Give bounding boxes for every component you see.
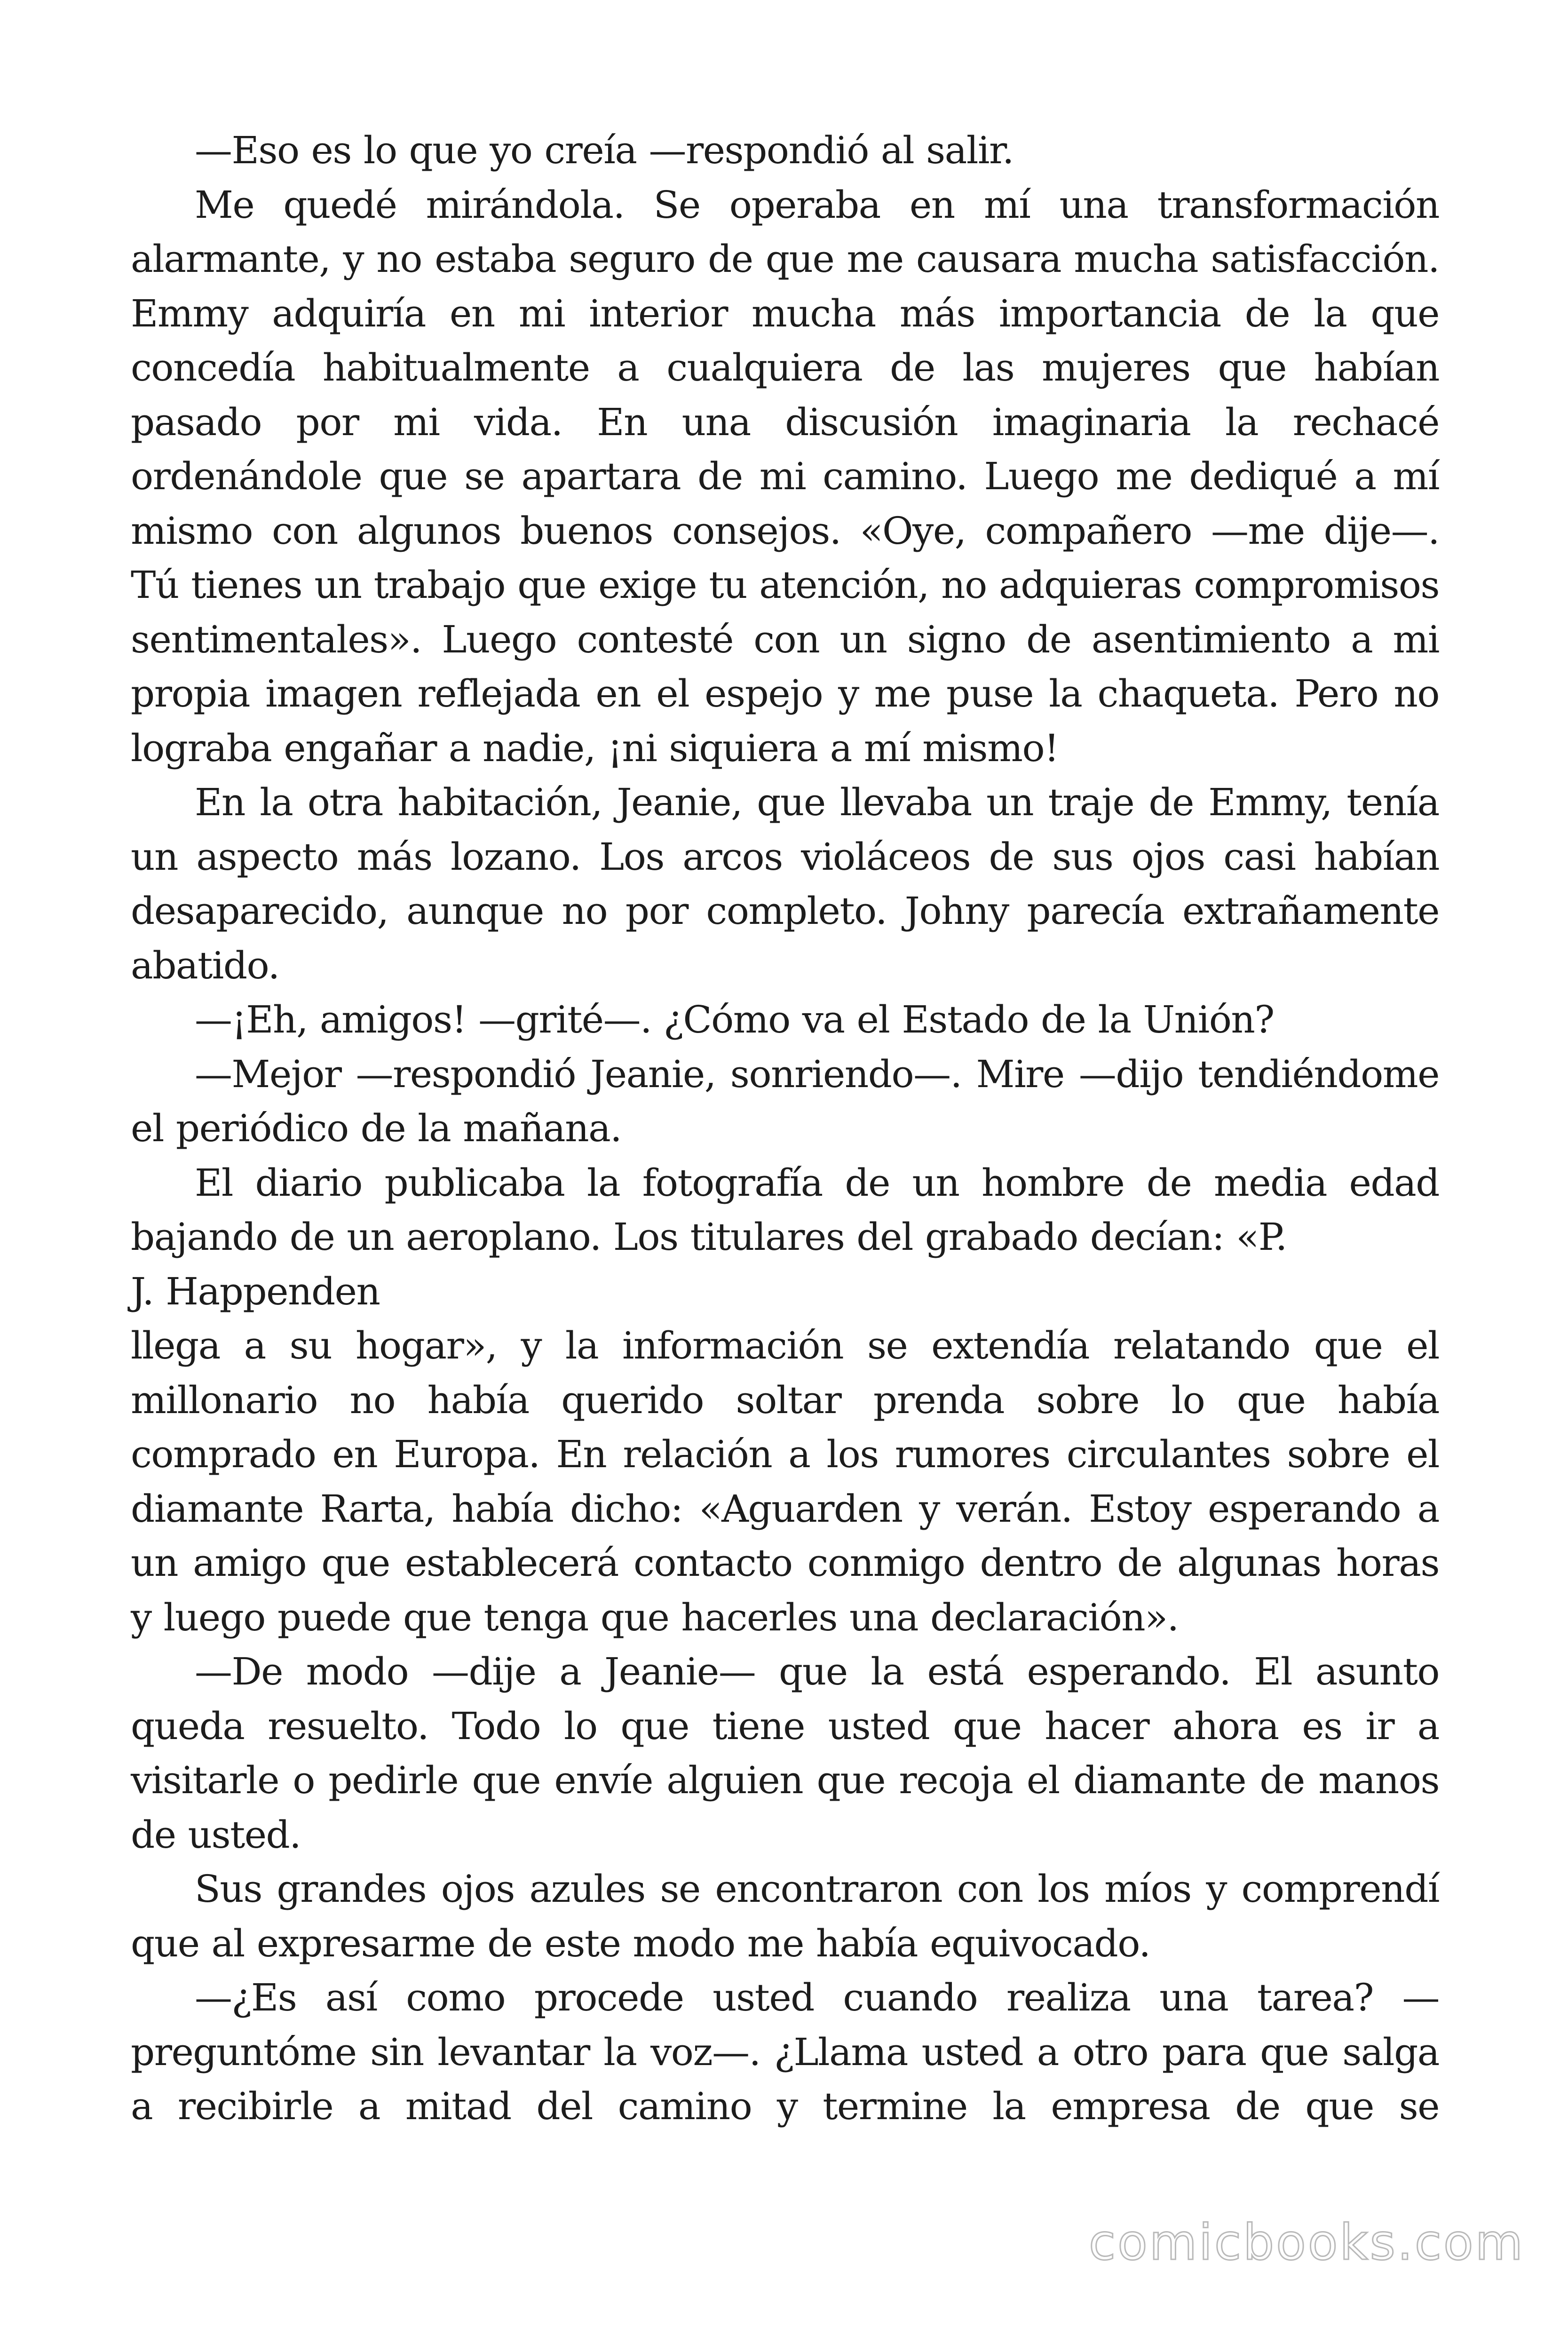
paragraph-10: Sus grandes ojos azules se encontraron con los míos y comprendí que al expresarme de este modo me había equivocado. [131, 1867, 1439, 1965]
paragraph-2: Me quedé mirándola. Se operaba en mí una transformación alarmante, y no estaba seguro de que me causara mucha satisfacción. Emmy adquiría en mi interior mucha más importancia de la que concedía habitualmente a cualquiera de las mujeres que habían pasado por mi vida. En una discusión imaginaria la rechacé ordenándole que se apartara de mi camino. Luego me dediqué a mí mismo con algunos buenos consejos. «Oye, compañero —me dije—. Tú tienes un trabajo que exige tu atención, no adquieras compromisos sentimentales». Luego contesté con un signo de asentimiento a mi propia imagen reflejada en el espejo y me puse la chaqueta. Pero no lograba engañar a nadie, ¡ni siquiera a mí mismo! [131, 183, 1439, 770]
paragraph-1: —Eso es lo que yo creía —respondió al salir. [195, 128, 1014, 172]
paragraph-5: —Mejor —respondió Jeanie, sonriendo—. Mire —dijo tendiéndome el periódico de la mañana. [131, 1052, 1439, 1150]
paragraph-7: J. Happenden [131, 1269, 380, 1313]
paragraph-3: En la otra habitación, Jeanie, que llevaba un traje de Emmy, tenía un aspecto más lozano. Los arcos violáceos de sus ojos casi habían desaparecido, aunque no por completo. Johny parecía extrañamente abatido. [131, 780, 1439, 987]
paragraph-4: —¡Eh, amigos! —grité—. ¿Cómo va el Estado de la Unión? [195, 998, 1274, 1041]
page-body [131, 123, 1439, 2134]
paragraph-6: El diario publicaba la fotografía de un hombre de media edad bajando de un aeroplano. Los titulares del grabado decían: «P. [131, 1160, 1439, 1259]
paragraph-8: llega a su hogar», y la información se extendía relatando que el millonario no había querido soltar prenda sobre lo que había comprado en Europa. En relación a los rumores circulantes sobre el diamante Rarta, había dicho: «Aguarden y verán. Estoy esperando a un amigo que establecerá contacto conmigo dentro de algunas horas y luego puede que tenga que hacerles una declaración». [131, 1324, 1439, 1639]
paragraph-11: —¿Es así como procede usted cuando realiza una tarea? —preguntóme sin levantar la voz—. ¿Llama usted a otro para que salga a recibirle a mitad del camino y termine la empresa de que se [131, 1976, 1439, 2128]
paragraph-9: —De modo —dije a Jeanie— que la está esperando. El asunto queda resuelto. Todo lo que tiene usted que hacer ahora es ir a visitarle o pedirle que envíe alguien que recoja el diamante de manos de usted. [131, 1650, 1439, 1857]
watermark-logo: comicbooks.com [1088, 2214, 1525, 2271]
